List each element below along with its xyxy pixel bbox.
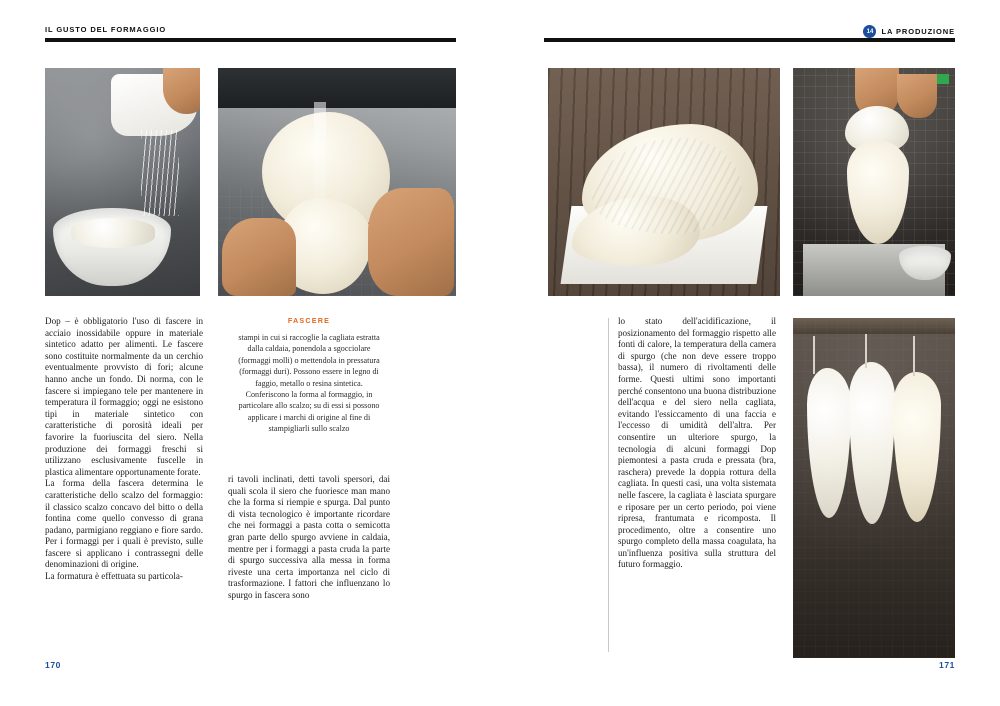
folio-left: 170 [45, 660, 61, 670]
section-badge: 14 [863, 25, 876, 38]
photo-salting-curd-in-colander [45, 68, 200, 296]
column-divider [608, 318, 609, 652]
paragraph: La forma della fascera determina le caratteristiche dello scalzo del formaggio: il classico scalzo concavo del bitto o della fontina come quello convesso di grana padano, parmigiano reggiano e fiore sardo. Per i formaggi per i quali è previsto, sulle fascere si applicano i contrassegni delle denominazioni di origine. [45, 478, 203, 570]
photo-drained-cheese-on-wooden-table [548, 68, 780, 296]
header-rule-right [544, 38, 955, 42]
right-column-text [228, 474, 390, 602]
paragraph: Dop – è obbligatorio l'uso di fascere in acciaio inossidabile oppure in materiale sintetico adatto per alimenti. Le fascere sono costituite normalmente da un cerchio eventualmente provvisto di fori; alcune hanno anche un fondo. Di norma, con le fascere si impiegano tele per mantenere in temperatura il formaggio; oggi ne esistono tipi in materiale sintetico con caratteristiche di porosità ideali per favorire la fuoriuscita del siero. Nella produzione dei formaggi freschi si utilizzano esclusivamente fuscelle in plastica alimentare opportunamente forate. [45, 316, 203, 477]
caption-title: FASCERE [287, 316, 331, 325]
photo-cheeses-hanging-to-age [793, 318, 955, 658]
folio-right: 171 [939, 660, 955, 670]
caption-text: stampi in cui si raccoglie la cagliata estratta dalla caldaia, ponendola a sgocciolare (formaggi molli) o mettendola in pressatura (formaggi duri). Possono essere in legno di faggio, metallo o resina sintetica. Conferiscono la forma al formaggio, in particolare allo scalzo; su di essi si possono applicare i marchi di origine al fine di stampigliarli sullo scalzo [238, 333, 380, 434]
paragraph: lo stato dell'acidificazione, il posizionamento del formaggio rispetto alle fonti di calore, la temperatura della camera di spurgo (che non deve essere troppo bassa), il numero di rivoltamenti delle forme. Questi ultimi sono importanti perché consentono una buona distribuzione dell'acqua e del siero nella cagliata, evitando l'essiccamento di una faccia e l'eccesso di umidità dell'altra. Per consentire un ulteriore spurgo, la tecnologia di alcuni formaggi Dop piemontesi a pasta cruda e pressata (bra, raschera) prevede la doppia rottura della cagliata. In questi casi, una volta sistemata nelle fascere, la cagliata è lasciata spurgare e riposare per un certo periodo, poi viene ripresa, frantumata e ricomposta. Il procedimento, oltre a consentire uno spurgo completo della massa coagulata, ha un'influenza positiva sulla struttura del futuro formaggio. [618, 316, 776, 570]
left-column-text [45, 316, 203, 583]
page-right [500, 0, 1000, 706]
paragraph: La formatura è effettuata su particola- [45, 571, 183, 582]
photo-hanging-cheese-in-cloth [793, 68, 955, 296]
running-head-right [863, 25, 955, 38]
header-rule-left [45, 38, 456, 42]
photo-shaping-cheese-by-hand [218, 68, 456, 296]
caption-fascere [236, 316, 382, 435]
running-head-right-label: LA PRODUZIONE [881, 27, 955, 36]
paragraph: ri tavoli inclinati, detti tavoli spersori, dai quali scola il siero che fuoriesce man mano che la forma si riempie e spurga. Dal punto di vista tecnologico è importante ricordare che nei formaggi a pasta cotta o semicotta gran parte dello spurgo avviene in caldaia, mentre per i formaggi a pasta cruda la parte di spurgo successiva alla messa in forma riveste una certa importanza nel ciclo di trasformazione. I fattori che influenzano lo spurgo in fascera sono [228, 474, 390, 600]
right-page-text-column [618, 316, 776, 571]
running-head-left: IL GUSTO DEL FORMAGGIO [45, 25, 167, 34]
